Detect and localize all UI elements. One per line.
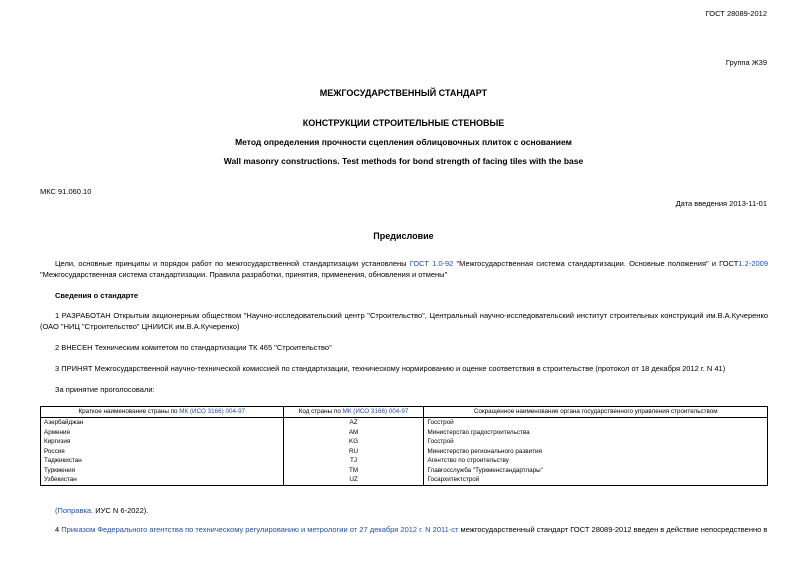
country-cell: Армения bbox=[41, 428, 284, 438]
country-cell: Азербайджан bbox=[41, 418, 284, 428]
item-1-developed: 1 РАЗРАБОТАН Открытым акционерным обществом "Научно-исследовательский центр "Строительство", Центральный научно-исследовательский институт строительных конструкций им.В.А.Кучеренко (ОАО "НИЦ "Строительство" ЦНИИСК им.В.А.Кучеренко) bbox=[40, 311, 768, 331]
item-2-introduced: 2 ВНЕСЕН Техническим комитетом по стандартизации ТК 465 "Строительство" bbox=[55, 343, 332, 352]
code-cell: TJ bbox=[283, 456, 424, 466]
table-row bbox=[41, 418, 768, 428]
item-4-enacted bbox=[40, 524, 768, 535]
table-row bbox=[41, 437, 768, 447]
document-subtitle-ru: Метод определения прочности сцепления облицовочных плиток с основанием bbox=[235, 137, 572, 147]
item-4-text: межгосударственный стандарт ГОСТ 28089-2012 введен в действие непосредственно в bbox=[458, 525, 768, 534]
mks-code: МКС 91.060.10 bbox=[40, 187, 92, 196]
code-cell: RU bbox=[283, 447, 424, 457]
document-number: ГОСТ 28089-2012 bbox=[705, 9, 767, 18]
country-cell: Киргизия bbox=[41, 437, 284, 447]
code-cell: UZ bbox=[283, 475, 424, 485]
country-cell: Россия bbox=[41, 447, 284, 457]
table-row bbox=[41, 447, 768, 457]
document-subtitle-en: Wall masonry constructions. Test methods for bond strength of facing tiles with the base bbox=[223, 156, 584, 166]
gost-1-0-92-link[interactable]: ГОСТ 1.0-92 bbox=[409, 259, 454, 268]
header-code-text: Код страны по bbox=[298, 408, 343, 416]
country-cell: Таджикистан bbox=[41, 456, 284, 466]
code-cell: KG bbox=[283, 437, 424, 447]
standard-info-heading: Сведения о стандарте bbox=[55, 291, 139, 300]
rosstandart-order-link[interactable]: Приказом Федерального агентства по техническому регулированию и метрологии от 27 декабря 2012 г. N 2011-ст bbox=[61, 525, 459, 534]
code-cell: TM bbox=[283, 466, 424, 476]
document-title: КОНСТРУКЦИИ СТРОИТЕЛЬНЫЕ СТЕНОВЫЕ bbox=[302, 118, 505, 128]
gost-1-2-2009-link[interactable]: 1.2-2009 bbox=[738, 259, 768, 268]
country-cell: Узбекистан bbox=[41, 475, 284, 485]
authority-cell: Главгосслужба "Туркменстандартлары" bbox=[424, 466, 768, 476]
authority-cell: Госстрой bbox=[424, 437, 768, 447]
code-cell: AZ bbox=[283, 418, 424, 428]
table-row bbox=[41, 428, 768, 438]
foreword-heading: Предисловие bbox=[373, 231, 434, 241]
mk-iso-link-2[interactable]: МК (ИСО 3166) 004-97 bbox=[342, 408, 409, 416]
table-header-row bbox=[41, 407, 768, 418]
foreword-paragraph bbox=[40, 258, 768, 280]
table-row bbox=[41, 466, 768, 476]
intro-date: Дата введения 2013-11-01 bbox=[675, 199, 767, 208]
amendment-link[interactable]: (Поправка. bbox=[55, 506, 94, 515]
authority-cell: Агентство по строительству bbox=[424, 456, 768, 466]
authority-cell: Госархитектстрой bbox=[424, 475, 768, 485]
table-row bbox=[41, 475, 768, 485]
foreword-text-3: "Межгосударственная система стандартизации. Правила разработки, принятия, применения, обновления и отмены" bbox=[40, 270, 448, 279]
header-country-name bbox=[41, 407, 284, 418]
header-authority: Сокращенное наименование органа государственного управления строительством bbox=[424, 407, 768, 418]
amendment-note bbox=[40, 505, 768, 516]
voting-countries-table bbox=[40, 406, 768, 486]
header-country-text: Краткое наименование страны по bbox=[78, 408, 180, 416]
authority-cell: Госстрой bbox=[424, 418, 768, 428]
code-cell: AM bbox=[283, 428, 424, 438]
voted-for-label: За принятие проголосовали: bbox=[55, 385, 155, 394]
item-4-number: 4 bbox=[55, 525, 62, 534]
authority-cell: Министерство регионального развития bbox=[424, 447, 768, 457]
authority-cell: Министерство градостроительства bbox=[424, 428, 768, 438]
table-row bbox=[41, 456, 768, 466]
amendment-text: ИУС N 6-2022). bbox=[93, 506, 149, 515]
country-cell: Туркмения bbox=[41, 466, 284, 476]
mk-iso-link-1[interactable]: МК (ИСО 3166) 004-97 bbox=[179, 408, 246, 416]
foreword-text-2: "Межгосударственная система стандартизации. Основные положения" и ГОСТ bbox=[453, 259, 739, 268]
classification-group: Группа Ж39 bbox=[725, 58, 767, 67]
header-country-code bbox=[283, 407, 424, 418]
interstate-standard-heading: МЕЖГОСУДАРСТВЕННЫЙ СТАНДАРТ bbox=[319, 88, 488, 98]
item-3-adopted: 3 ПРИНЯТ Межгосударственной научно-технической комиссией по стандартизации, техническому нормированию и оценке соответствия в строительстве (протокол от 18 декабря 2012 г. N 41) bbox=[55, 364, 726, 373]
foreword-text-1: Цели, основные принципы и порядок работ по межгосударственной стандартизации установлены bbox=[55, 259, 410, 268]
